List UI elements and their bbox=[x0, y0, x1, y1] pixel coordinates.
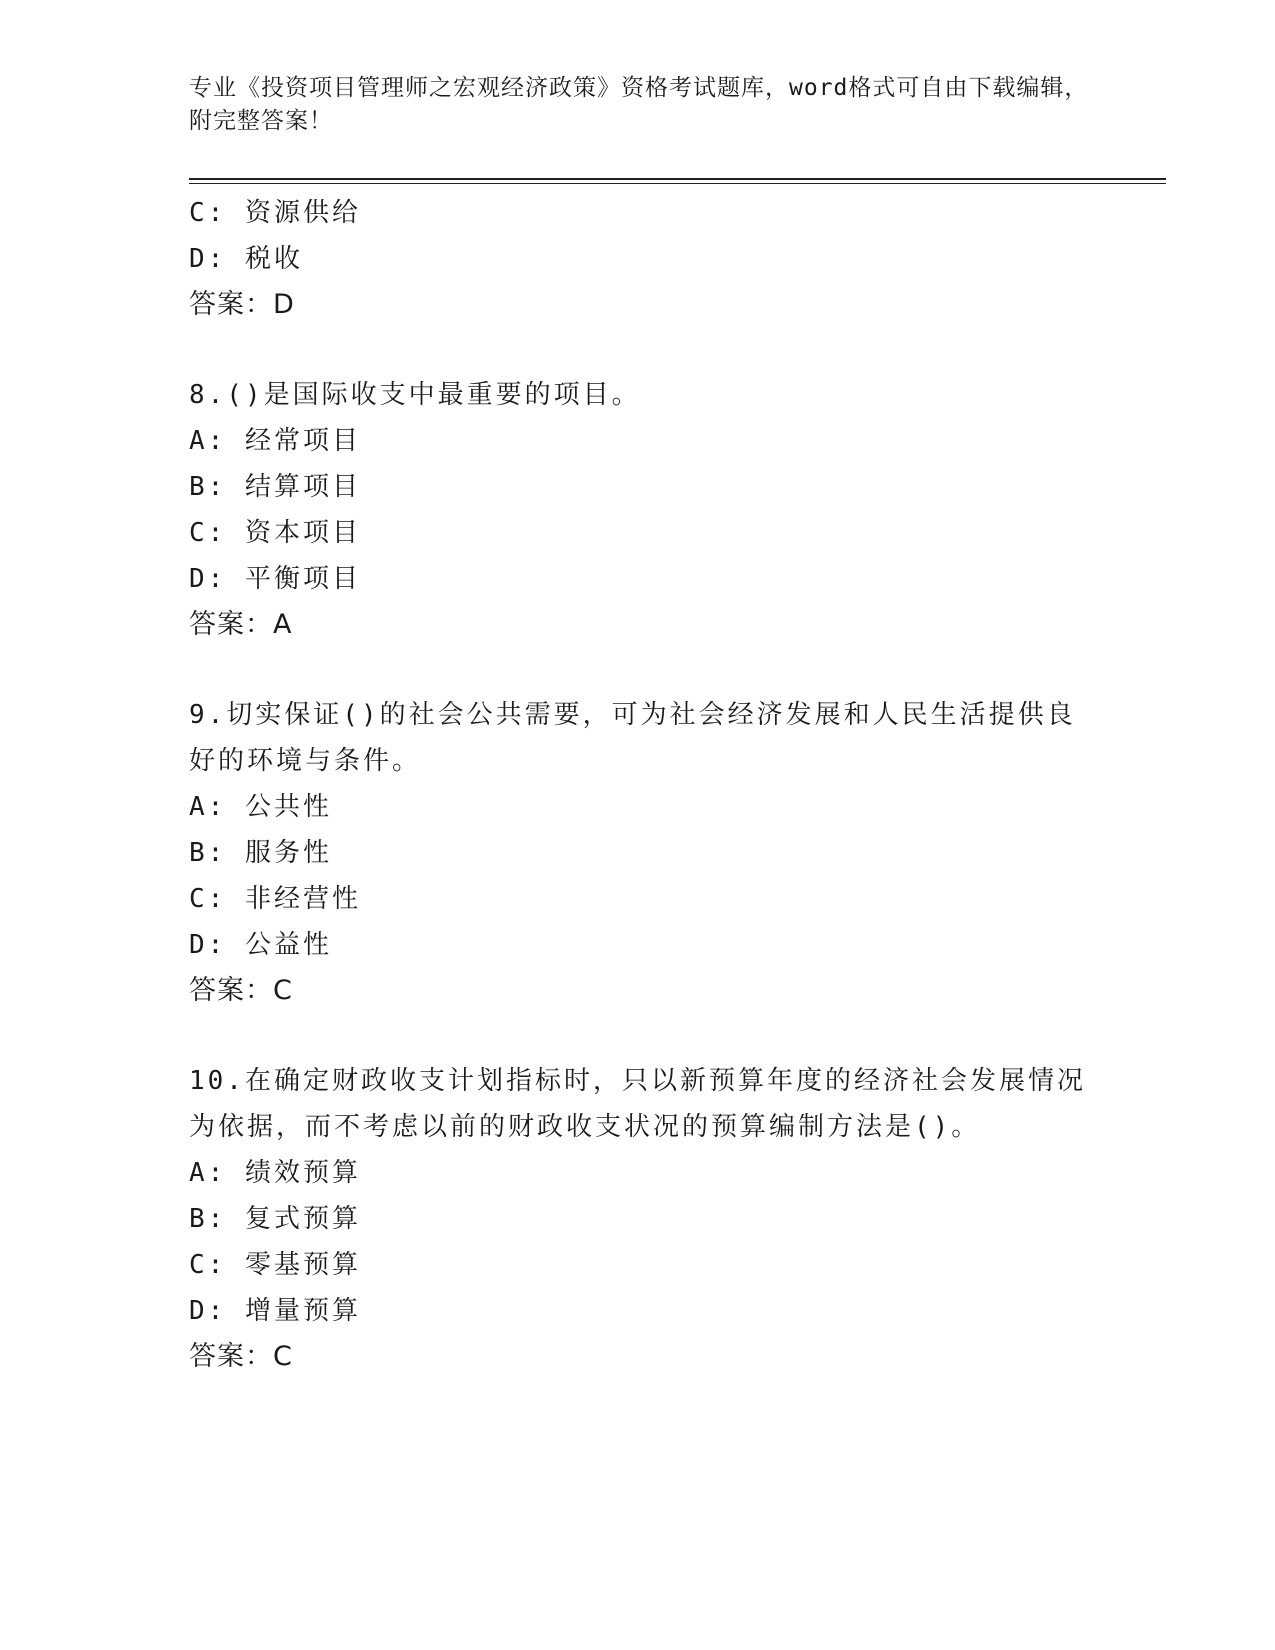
question-list bbox=[189, 190, 1089, 1380]
option-a: A: 公共性 bbox=[189, 792, 332, 822]
question-block bbox=[189, 190, 1089, 328]
option-c: C: 资源供给 bbox=[189, 198, 361, 228]
question-stem: 8.()是国际收支中最重要的项目。 bbox=[189, 380, 641, 410]
document-header: 专业《投资项目管理师之宏观经济政策》资格考试题库，word格式可自由下载编辑，附完整答案！ bbox=[189, 75, 1089, 134]
question-stem: 9.切实保证()的社会公共需要，可为社会经济发展和人民生活提供良好的环境与条件。 bbox=[189, 700, 1076, 776]
option-d: D: 增量预算 bbox=[189, 1296, 361, 1326]
option-d: D: 公益性 bbox=[189, 930, 332, 960]
question-block bbox=[189, 1058, 1089, 1380]
option-b: B: 结算项目 bbox=[189, 472, 361, 502]
question-block bbox=[189, 372, 1089, 648]
header-divider bbox=[189, 178, 1166, 180]
option-b: B: 复式预算 bbox=[189, 1204, 361, 1234]
option-a: A: 绩效预算 bbox=[189, 1158, 361, 1188]
option-c: C: 非经营性 bbox=[189, 884, 361, 914]
option-d: D: 税收 bbox=[189, 244, 303, 274]
answer: 答案：C bbox=[189, 975, 293, 1006]
option-c: C: 零基预算 bbox=[189, 1250, 361, 1280]
answer: 答案：A bbox=[189, 609, 293, 640]
question-block bbox=[189, 692, 1089, 1014]
option-a: A: 经常项目 bbox=[189, 426, 361, 456]
answer: 答案：D bbox=[189, 289, 295, 320]
answer: 答案：C bbox=[189, 1341, 293, 1372]
option-d: D: 平衡项目 bbox=[189, 564, 361, 594]
header-divider-thin bbox=[189, 183, 1166, 184]
option-c: C: 资本项目 bbox=[189, 518, 361, 548]
question-stem: 10.在确定财政收支计划指标时，只以新预算年度的经济社会发展情况为依据，而不考虑以前的财政收支状况的预算编制方法是()。 bbox=[189, 1066, 1086, 1142]
option-b: B: 服务性 bbox=[189, 838, 332, 868]
